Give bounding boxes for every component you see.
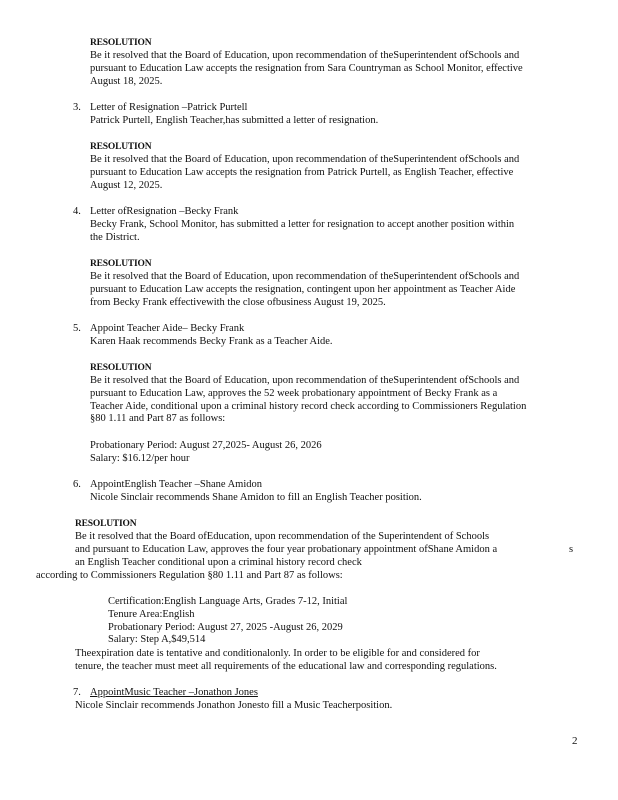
item-title: AppointMusic Teacher –Jonathon Jones: [90, 687, 258, 698]
resolution-text: Be it resolved that the Board ofEducation, upon recommendation of the Superintendent of Schools: [75, 531, 490, 542]
item-number: 3.: [73, 102, 81, 113]
resolution-text: according to Commissioners Regulation §80 1.11 and Part 87 as follows:: [36, 570, 343, 581]
item-title: Letter of Resignation –Patrick Purtell: [90, 102, 248, 113]
resolution-text: Be it resolved that the Board of Education, upon recommendation of theSuperintendent ofSchools and pursuant to Education Law, approves the 52 week probationary appointment of Becky Frank as a Teacher Aide, conditional upon a criminal history record check according to Commissioners Regulation §80 1.11 and Part 87 as follows:: [90, 375, 527, 425]
expiration-note: Theexpiration date is tentative and conditionalonly. In order to be eligible for and considered for tenure, the teacher must meet all requirements of the educational law and corresponding regulations.: [75, 648, 497, 672]
item-number: 5.: [73, 323, 81, 334]
item-number: 4.: [73, 206, 81, 217]
resolution-text: Be it resolved that the Board of Education, upon recommendation of theSuperintendent ofSchools and pursuant to Education Law accepts the resignation from Patrick Purtell, as English Teacher, effective August 12, 2025.: [90, 154, 520, 191]
probationary-period: Probationary Period: August 27,2025- August 26, 2026: [90, 440, 322, 451]
resolution-heading: RESOLUTION: [90, 38, 152, 48]
item-title: AppointEnglish Teacher –Shane Amidon: [90, 479, 263, 490]
resolution-heading: RESOLUTION: [90, 363, 152, 373]
resolution-text: an English Teacher conditional upon a criminal history record check: [75, 557, 362, 568]
item-title: Letter ofResignation –Becky Frank: [90, 206, 239, 217]
item-number: 7.: [73, 687, 81, 698]
page-number: 2: [572, 735, 578, 747]
resolution-heading: RESOLUTION: [75, 519, 137, 529]
item-body: Patrick Purtell, English Teacher,has submitted a letter of resignation.: [90, 115, 379, 126]
resolution-text: and pursuant to Education Law, approves the four year probationary appointment ofShane Amidon a: [75, 544, 498, 555]
resolution-text: Be it resolved that the Board of Education, upon recommendation of theSuperintendent ofSchools and pursuant to Education Law accepts the resignation from Sara Countryman as School Monitor, effective August 18, 2025.: [90, 50, 523, 87]
resolution-text: Be it resolved that the Board of Education, upon recommendation of theSuperintendent ofSchools and pursuant to Education Law accepts the resignation, contingent upon her appointment as Teacher Aide from Becky Frank effectivewith the close ofbusiness August 19, 2025.: [90, 271, 520, 308]
item-body: Becky Frank, School Monitor, has submitted a letter for resignation to accept another position within the District.: [90, 219, 515, 243]
appointment-details: Certification:English Language Arts, Grades 7-12, Initial Tenure Area:English Probationary Period: August 27, 2025 -August 26, 2029 Salary: Step A,$49,514: [108, 596, 348, 646]
resolution-heading: RESOLUTION: [90, 142, 152, 152]
item-body: Karen Haak recommends Becky Frank as a Teacher Aide.: [90, 336, 333, 347]
item-body: Nicole Sinclair recommends Jonathon Jonesto fill a Music Teacherposition.: [75, 700, 393, 711]
item-title: Appoint Teacher Aide– Becky Frank: [90, 323, 245, 334]
resolution-heading: RESOLUTION: [90, 259, 152, 269]
stray-character: s: [569, 544, 574, 555]
item-number: 6.: [73, 479, 81, 490]
item-body: Nicole Sinclair recommends Shane Amidon to fill an English Teacher position.: [90, 492, 422, 503]
salary: Salary: $16.12/per hour: [90, 453, 190, 464]
